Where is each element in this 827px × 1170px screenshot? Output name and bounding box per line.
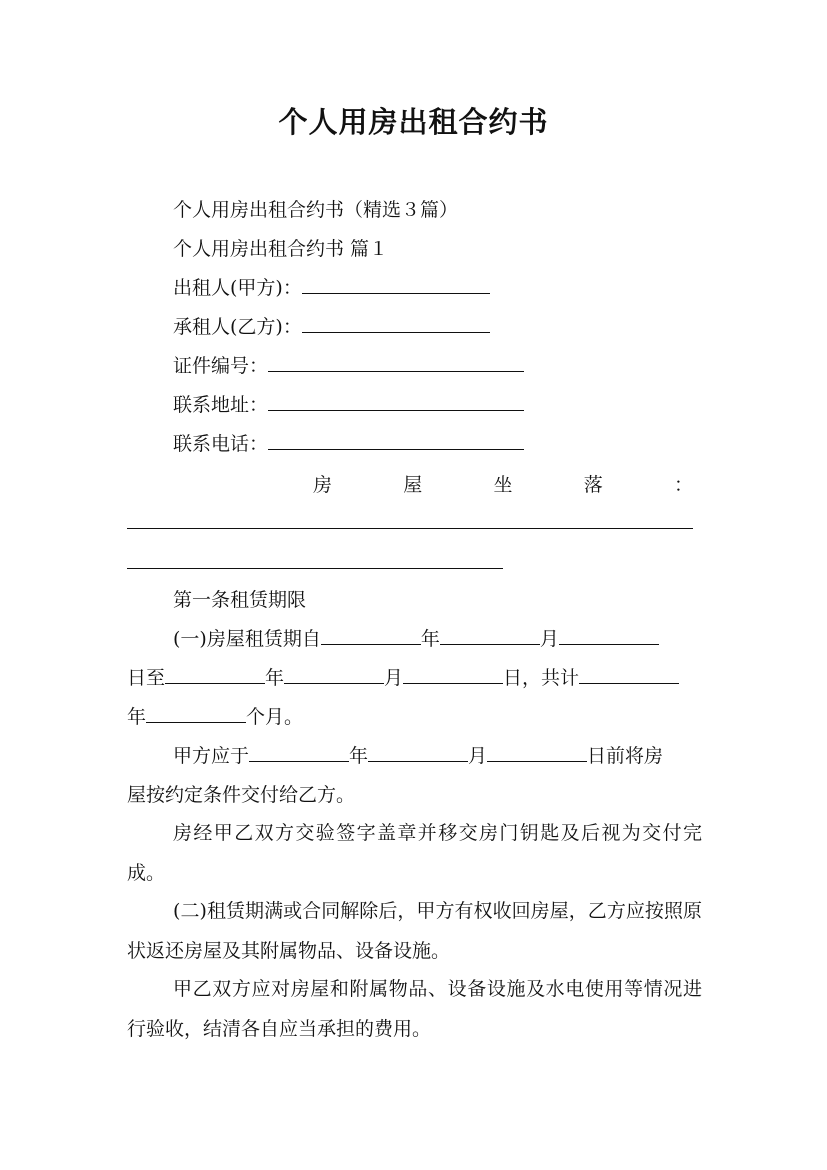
start-year-blank[interactable] [321, 628, 421, 645]
text-run: 年 [127, 706, 147, 728]
article1-heading: 第一条租赁期限 [173, 589, 307, 611]
end-day-blank[interactable] [403, 667, 503, 684]
text-run: 月 [384, 667, 404, 689]
article1-p1-line2 [127, 666, 679, 690]
end-year-blank[interactable] [165, 667, 265, 684]
article1-p3: 房经甲乙双方交验签字盖章并移交房门钥匙及后视为交付完成。 [127, 822, 702, 884]
phone-blank[interactable] [268, 433, 524, 450]
delivery-day-blank[interactable] [487, 745, 587, 762]
location-char: ： [673, 474, 693, 496]
article1-p1-line1 [173, 627, 659, 651]
text-run: 月 [468, 745, 488, 767]
delivery-month-blank[interactable] [368, 745, 468, 762]
start-month-blank[interactable] [440, 628, 540, 645]
start-day-blank[interactable] [559, 628, 659, 645]
text-run: 个月。 [246, 706, 304, 728]
document-subtitle: 个人用房出租合约书（精选３篇） [173, 199, 459, 221]
total-months-blank[interactable] [146, 706, 246, 723]
delivery-year-blank[interactable] [249, 745, 349, 762]
address-field [173, 393, 524, 417]
lessor-field [173, 276, 490, 300]
article1-p4: (二)租赁期满或合同解除后，甲方有权收回房屋，乙方应按照原状返还房屋及其附属物品、设备设施。 [127, 900, 702, 962]
article1-p2-line2: 屋按约定条件交付给乙方。 [127, 784, 356, 806]
location-char: 屋 [403, 474, 423, 496]
lessee-field [173, 315, 490, 339]
total-blank[interactable] [579, 667, 679, 684]
location-char: 落 [583, 474, 603, 496]
text-run: 日，共计 [503, 667, 580, 689]
text-run: 甲方应于 [173, 745, 250, 767]
id-number-blank[interactable] [268, 355, 524, 372]
article1-p1-line3 [127, 705, 303, 729]
location-label [313, 470, 693, 497]
end-month-blank[interactable] [284, 667, 384, 684]
text-run: 年 [265, 667, 285, 689]
address-label: 联系地址： [173, 394, 269, 416]
address-blank[interactable] [268, 394, 524, 411]
text-run: 日至 [127, 667, 166, 689]
location-char: 坐 [493, 474, 513, 496]
lessor-label: 出租人(甲方)： [173, 277, 302, 299]
article1-p5: 甲乙双方应对房屋和附属物品、设备设施及水电使用等情况进行验收，结清各自应当承担的费用。 [127, 978, 702, 1040]
phone-field [173, 432, 524, 456]
document-title: 个人用房出租合约书 [278, 105, 549, 139]
article1-p2-line1 [173, 744, 663, 768]
lessor-blank[interactable] [302, 277, 490, 294]
location-char: 房 [313, 474, 333, 496]
text-run: 月 [539, 628, 559, 650]
lessee-blank[interactable] [302, 316, 490, 333]
text-run: (一)房屋租赁期自 [173, 628, 321, 650]
lessee-label: 承租人(乙方)： [173, 316, 302, 338]
id-number-field [173, 354, 524, 378]
id-number-label: 证件编号： [173, 355, 269, 377]
section-heading: 个人用房出租合约书 篇１ [173, 238, 389, 260]
phone-label: 联系电话： [173, 433, 269, 455]
location-blank-line-2[interactable] [127, 568, 503, 569]
text-run: 日前将房 [587, 745, 664, 767]
text-run: 年 [420, 628, 440, 650]
text-run: 年 [349, 745, 369, 767]
location-blank-line-1[interactable] [127, 528, 693, 529]
